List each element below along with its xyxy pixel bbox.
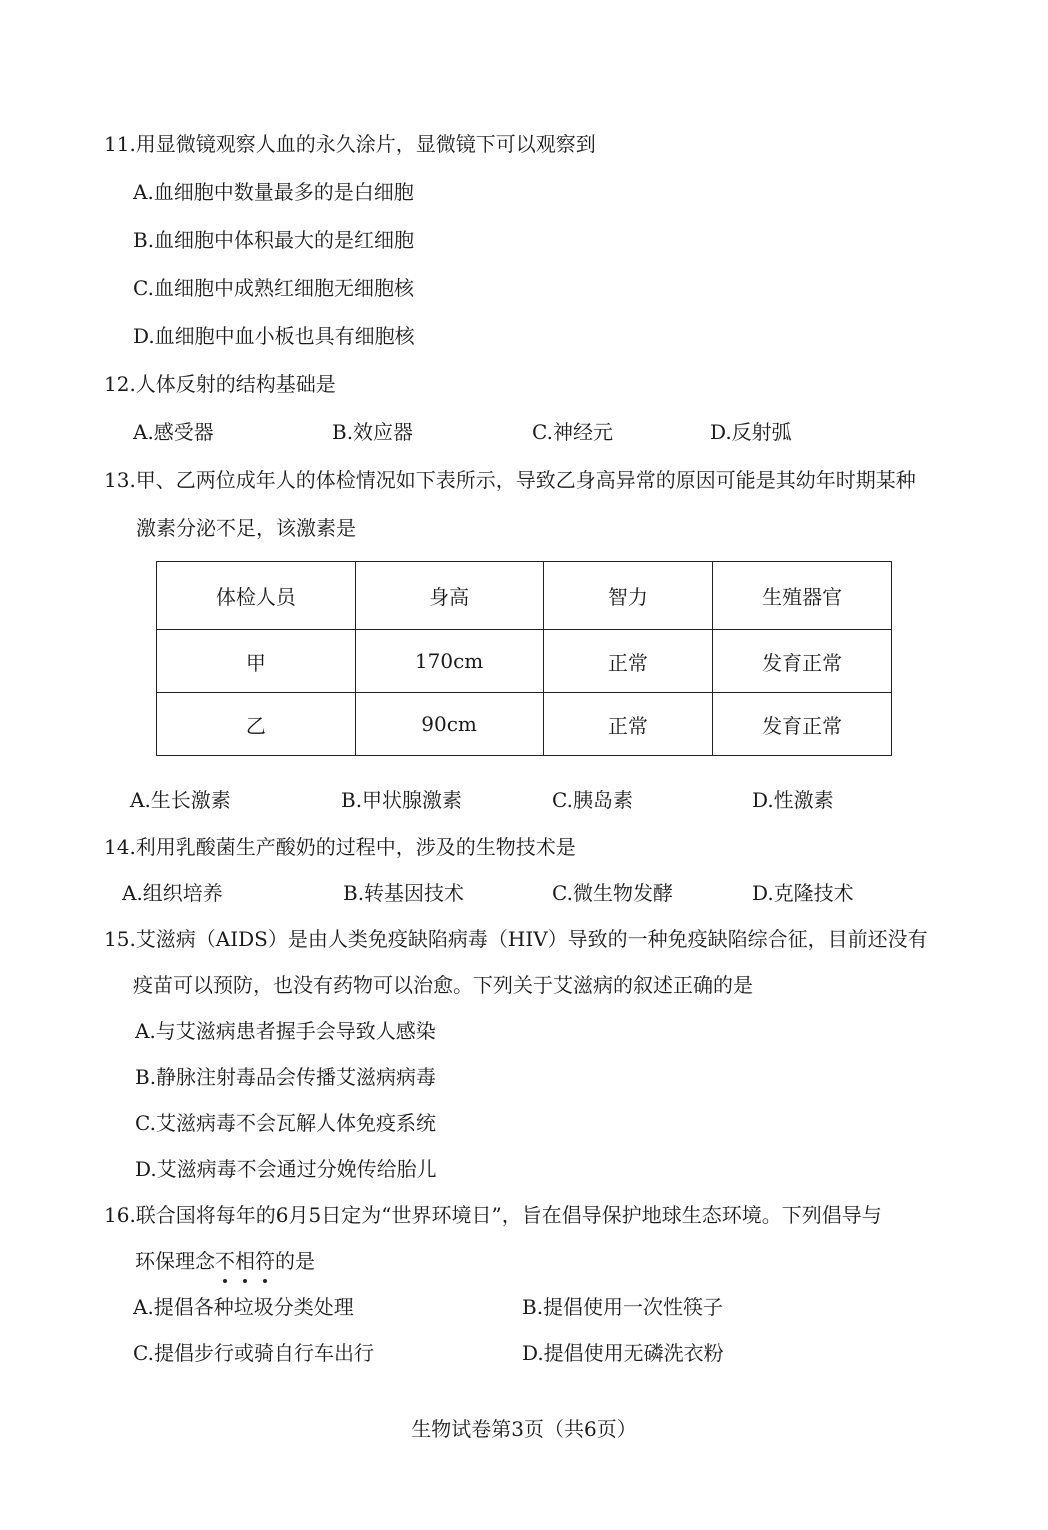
question-14-option-a: A.组织培养	[122, 881, 223, 905]
question-14-option-c: C.微生物发酵	[552, 881, 673, 905]
emphasized-words: 不相符	[215, 1249, 275, 1273]
question-16-stem-line-1: 16.联合国将每年的6月5日定为“世界环境日”，旨在倡导保护地球生态环境。下列倡导与	[104, 1203, 882, 1227]
question-14-option-b: B.转基因技术	[343, 881, 465, 905]
question-15-option-b: B.静脉注射毒品会传播艾滋病病毒	[135, 1065, 437, 1089]
table-row	[157, 630, 892, 693]
question-15-stem-line-1: 15.艾滋病（AIDS）是由人类免疫缺陷病毒（HIV）导致的一种免疫缺陷综合征，目前还没有	[104, 927, 928, 951]
table-header-cell: 身高	[355, 562, 543, 630]
question-15-option-c: C.艾滋病毒不会瓦解人体免疫系统	[135, 1111, 436, 1135]
table-cell: 正常	[543, 630, 713, 693]
question-16-option-a: A.提倡各种垃圾分类处理	[133, 1295, 354, 1319]
question-16-stem-suffix: 的是	[275, 1249, 315, 1273]
table-cell: 90cm	[355, 693, 543, 756]
question-13-option-b: B.甲状腺激素	[341, 788, 463, 812]
table-header-cell: 智力	[543, 562, 713, 630]
page-footer: 生物试卷第3页（共6页）	[411, 1417, 637, 1441]
table-cell: 甲	[157, 630, 356, 693]
question-12-stem: 12.人体反射的结构基础是	[104, 372, 336, 396]
question-15-stem-line-2: 疫苗可以预防，也没有药物可以治愈。下列关于艾滋病的叙述正确的是	[133, 973, 753, 997]
health-check-table	[156, 561, 892, 756]
question-14-option-d: D.克隆技术	[752, 881, 854, 905]
table-row	[157, 693, 892, 756]
question-13-stem-line-2: 激素分泌不足，该激素是	[136, 516, 356, 540]
question-15-option-d: D.艾滋病毒不会通过分娩传给胎儿	[135, 1157, 437, 1181]
question-16-option-d: D.提倡使用无磷洗衣粉	[522, 1341, 724, 1365]
question-11-option-d: D.血细胞中血小板也具有细胞核	[133, 324, 415, 348]
table-cell: 发育正常	[713, 693, 892, 756]
question-13-option-c: C.胰岛素	[552, 788, 633, 812]
table-header-cell: 生殖器官	[713, 562, 892, 630]
question-15-option-a: A.与艾滋病患者握手会导致人感染	[135, 1019, 436, 1043]
question-13-option-d: D.性激素	[752, 788, 834, 812]
table-cell: 正常	[543, 693, 713, 756]
question-16-stem-prefix: 环保理念	[135, 1249, 215, 1273]
question-13-option-a: A.生长激素	[130, 788, 231, 812]
emphasis-dots	[215, 1279, 275, 1285]
question-11-stem: 11.用显微镜观察人血的永久涂片，显微镜下可以观察到	[104, 132, 596, 156]
emphasis-text	[215, 1249, 275, 1273]
question-12-option-a: A.感受器	[133, 420, 214, 444]
table-header-row	[157, 562, 892, 630]
question-16-option-b: B.提倡使用一次性筷子	[522, 1295, 724, 1319]
table-cell: 170cm	[355, 630, 543, 693]
question-11-option-b: B.血细胞中体积最大的是红细胞	[133, 228, 415, 252]
question-13-stem-line-1: 13.甲、乙两位成年人的体检情况如下表所示，导致乙身高异常的原因可能是其幼年时期某种	[104, 468, 916, 492]
question-11-option-a: A.血细胞中数量最多的是白细胞	[133, 180, 414, 204]
question-11-option-c: C.血细胞中成熟红细胞无细胞核	[133, 276, 414, 300]
question-16-stem-line-2	[135, 1248, 315, 1274]
question-12-option-c: C.神经元	[532, 420, 613, 444]
question-12-option-b: B.效应器	[332, 420, 414, 444]
table-cell: 乙	[157, 693, 356, 756]
question-12-option-d: D.反射弧	[710, 420, 792, 444]
question-16-option-c: C.提倡步行或骑自行车出行	[133, 1341, 374, 1365]
table-header-cell: 体检人员	[157, 562, 356, 630]
question-14-stem: 14.利用乳酸菌生产酸奶的过程中，涉及的生物技术是	[104, 835, 576, 859]
table-cell: 发育正常	[713, 630, 892, 693]
